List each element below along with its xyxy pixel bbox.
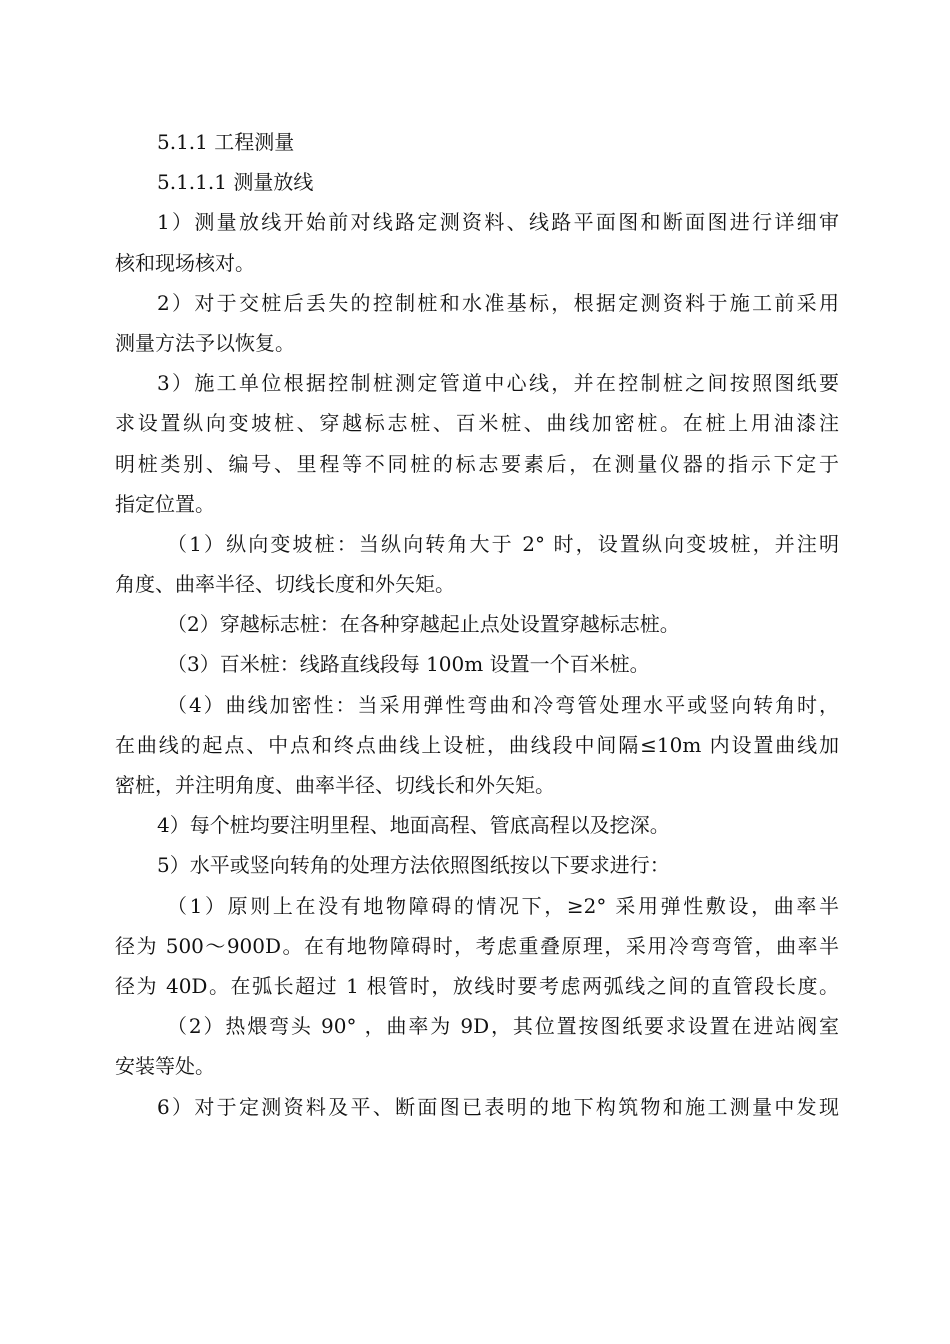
text-line: 测量方法予以恢复。: [115, 330, 295, 355]
text-line: 明桩类别、编号、里程等不同桩的标志要素后，在测量仪器的指示下定于: [115, 451, 839, 476]
text-line: 6）对于定测资料及平、断面图已表明的地下构筑物和施工测量中发现: [157, 1094, 839, 1119]
text-line: 2）对于交桩后丢失的控制桩和水准基标，根据定测资料于施工前采用: [157, 290, 839, 315]
document-body: [115, 122, 839, 1127]
text-line: 密桩，并注明角度、曲率半径、切线长和外矢矩。: [115, 773, 555, 797]
text-line: （4）曲线加密性：当采用弹性弯曲和冷弯管处理水平或竖向转角时，: [167, 692, 839, 717]
text-line: （2）穿越标志桩：在各种穿越起止点处设置穿越标志桩。: [167, 612, 680, 637]
text-line: 4）每个桩均要注明里程、地面高程、管底高程以及挖深。: [157, 813, 670, 838]
text-line: 求设置纵向变坡桩、穿越标志桩、百米桩、曲线加密桩。在桩上用油漆注: [115, 411, 839, 436]
text-line: 1）测量放线开始前对线路定测资料、线路平面图和断面图进行详细审: [157, 210, 839, 235]
text-line: 径为 40D。在弧长超过 1 根管时，放线时要考虑两弧线之间的直管段长度。: [115, 973, 839, 998]
text-line: 5.1.1.1 测量放线: [157, 170, 314, 195]
text-line: （2）热煨弯头 90° ，曲率为 9D，其位置按图纸要求设置在进站阀室: [167, 1014, 839, 1039]
text-line: 核和现场核对。: [115, 250, 255, 275]
text-line: （1）纵向变坡桩：当纵向转角大于 2° 时，设置纵向变坡桩，并注明: [167, 531, 839, 556]
text-line: 在曲线的起点、中点和终点曲线上设桩，曲线段中间隔≤10m 内设置曲线加: [115, 732, 839, 757]
text-line: 安装等处。: [115, 1054, 215, 1079]
text-line: 径为 500～900D。在有地物障碍时，考虑重叠原理，采用冷弯弯管，曲率半: [115, 933, 839, 958]
text-line: 5）水平或竖向转角的处理方法依照图纸按以下要求进行：: [157, 853, 670, 878]
text-line: 3）施工单位根据控制桩测定管道中心线，并在控制桩之间按照图纸要: [157, 371, 839, 396]
text-line: 指定位置。: [115, 491, 215, 516]
text-line: （3）百米桩：线路直线段每 100m 设置一个百米桩。: [167, 652, 650, 677]
text-line: 5.1.1 工程测量: [157, 130, 295, 154]
text-line: 角度、曲率半径、切线长度和外矢矩。: [115, 572, 455, 597]
text-line: （1）原则上在没有地物障碍的情况下，≥2° 采用弹性敷设，曲率半: [167, 893, 839, 918]
